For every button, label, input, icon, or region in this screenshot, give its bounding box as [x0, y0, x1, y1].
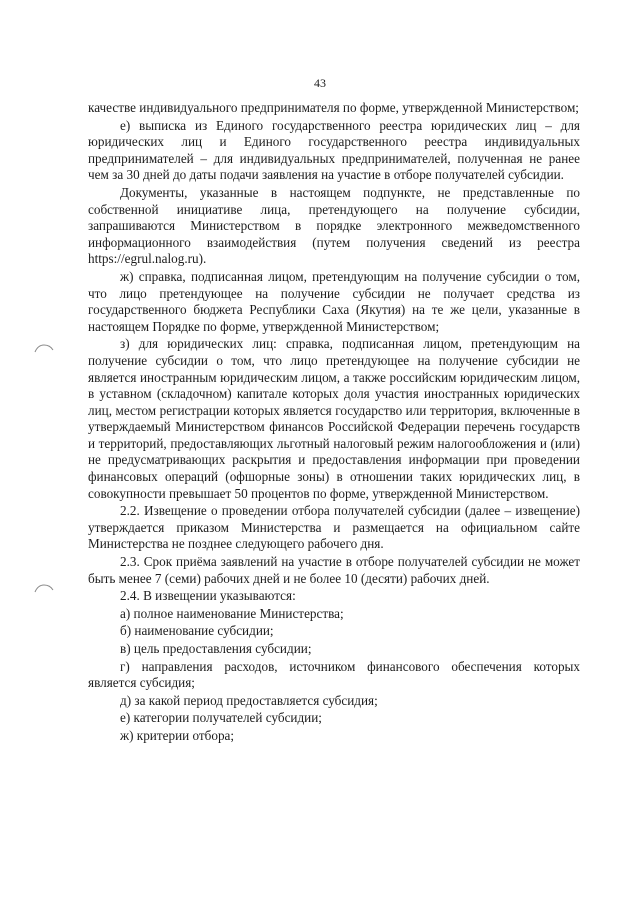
list-item-e: е) категории получателей субсидии;	[120, 710, 322, 726]
list-item-g: г) направления расходов, источником финансового обеспечения которых является субсидия;	[88, 658, 580, 691]
list-item-zh: ж) критерии отбора;	[120, 727, 235, 743]
paragraph-2-2-notice: 2.2. Извещение о проведении отбора получателей субсидии (далее – извещение) утверждается приказом Министерства и размещается на официальном сайте Министерства не позднее следующего рабочего дня.	[88, 503, 580, 552]
list-item-b: б) наименование субсидии;	[120, 623, 274, 639]
paragraph-item-z-legal-entities: з) для юридических лиц: справка, подписанная лицом, претендующим на получение субсидии о том, что лицо претендующее на получение субсидии не является иностранным юридическим лицом, а также российским юридическим лицом, в уставном (складочном) капитале которых доля участия иностранных юридических лиц, местом регистрации которых является государство или территория, включенные в утверждаемый Министерством финансов Российской Федерации перечень государств и территорий, предоставляющих льготный налоговый режим налогообложения и (или) не предусматривающих раскрытия и предоставления информации при проведении финансовых операций (офшорные зоны) в отношении таких юридических лиц, в совокупности превышает 50 процентов по форме, утвержденной Министерством.	[88, 336, 580, 501]
paragraph-documents-request: Документы, указанные в настоящем подпункте, не представленные по собственной инициативе лица, претендующего на получение субсидии, запрашиваются Министерством в порядке электронного межведомственного информационного взаимодействия (путем получения сведений из реестра https://egrul.nalog.ru).	[88, 184, 580, 267]
list-item-v: в) цель предоставления субсидии;	[120, 641, 312, 656]
paragraph-2-3-deadline: 2.3. Срок приёма заявлений на участие в отборе получателей субсидии не может быть менее 7 (семи) рабочих дней и не более 10 (десяти) рабочих дней.	[88, 554, 580, 586]
page-number: 43	[314, 76, 326, 90]
paragraph-2-4-notice-contents: 2.4. В извещении указываются:	[120, 588, 296, 604]
list-item-d: д) за какой период предоставляется субсидия;	[120, 692, 378, 708]
paragraph-item-zh-certificate: ж) справка, подписанная лицом, претендующим на получение субсидии о том, что лицо претендующее на получение субсидии не получает средства из государственного бюджета Республики Саха (Якутия) на те же цели, указанные в настоящем Порядке по форме, утвержденной Министерством;	[88, 268, 580, 334]
paragraph-continuation: качестве индивидуального предпринимателя по форме, утвержденной Министерством;	[88, 100, 579, 115]
list-item-a: а) полное наименование Министерства;	[120, 605, 344, 621]
paragraph-item-e-extract: е) выписка из Единого государственного реестра юридических лиц – для юридических лиц и Единого государственного реестра индивидуальных предпринимателей – для индивидуальных предпринимателей, полученная не ранее чем за 30 дней до даты подачи заявления на участие в отборе получателей субсидии.	[88, 117, 580, 183]
document-body	[88, 100, 580, 745]
punch-hole-mark-upper	[34, 342, 54, 354]
punch-hole-mark-lower	[34, 582, 54, 594]
